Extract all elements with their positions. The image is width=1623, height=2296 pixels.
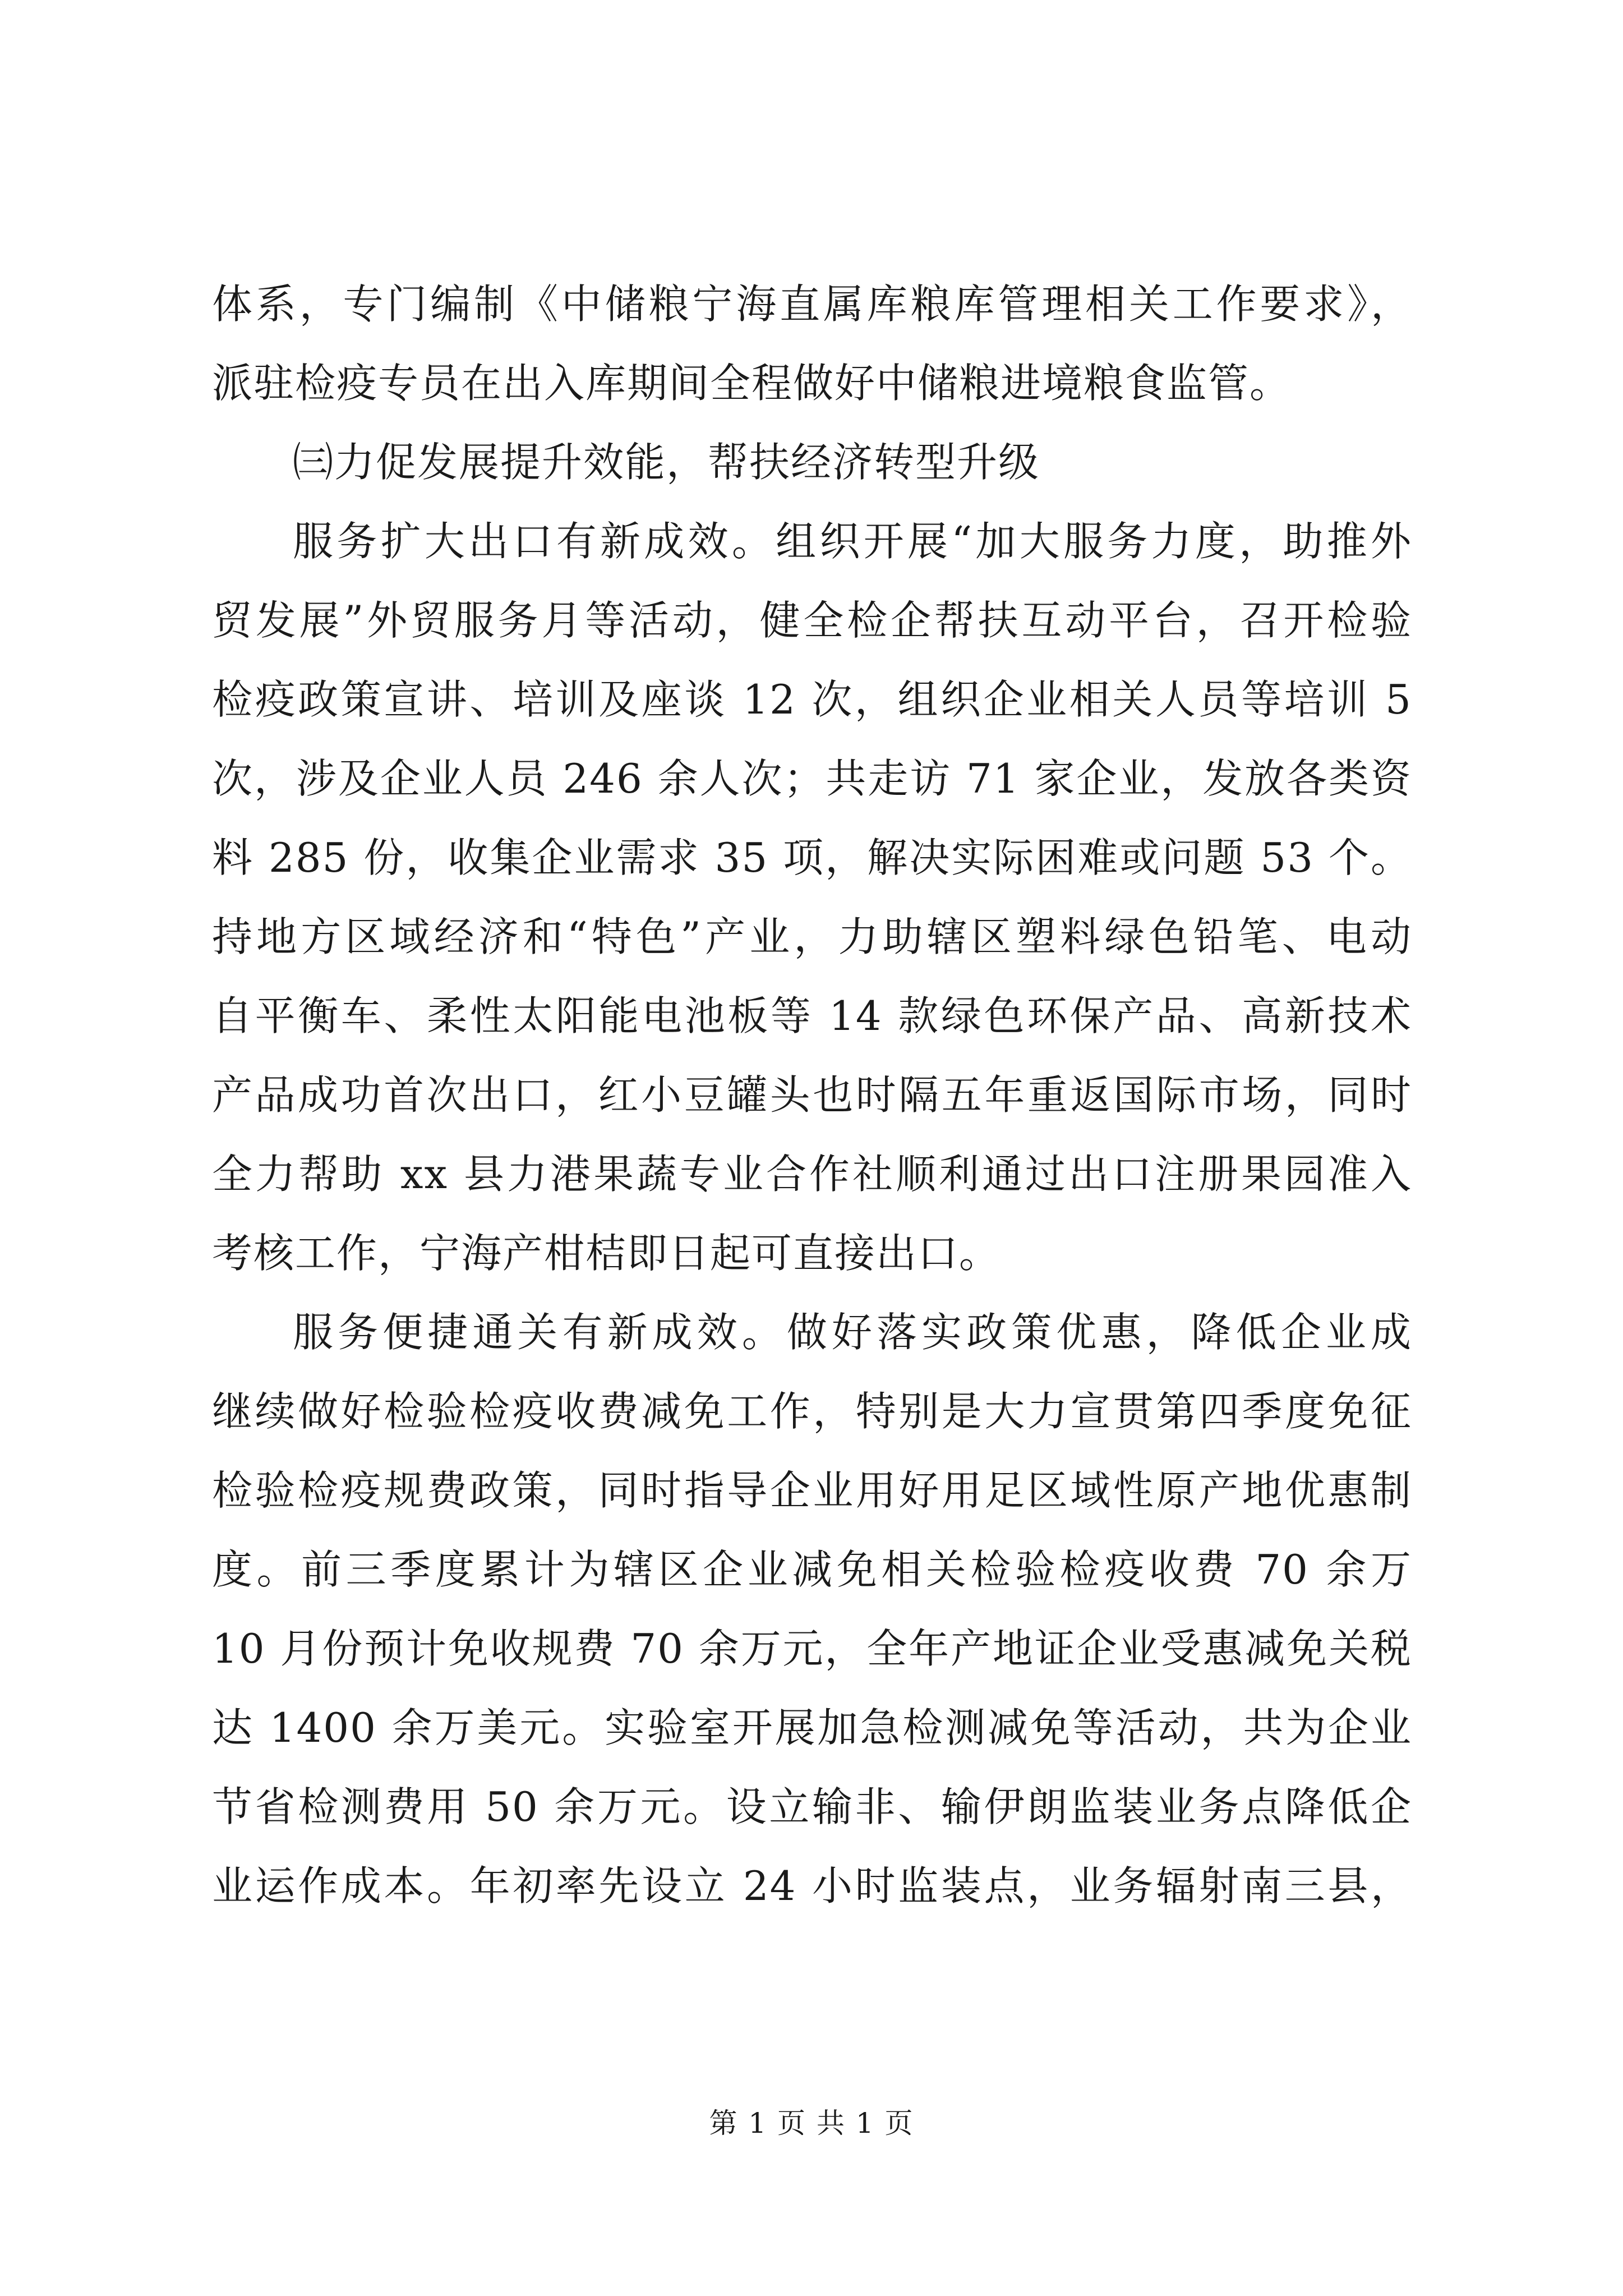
paragraph-1-line-4: 次，涉及企业人员 246 余人次；共走访 71 家企业，发放各类资 <box>212 755 1412 802</box>
paragraph-1-line-7: 自平衡车、柔性太阳能电池板等 14 款绿色环保产品、高新技术 <box>212 992 1412 1039</box>
text-line-1: 体系，专门编制《中储粮宁海直属库粮库管理相关工作要求》， <box>212 280 1412 328</box>
paragraph-2-line-8: 业运作成本。年初率先设立 24 小时监装点，业务辐射南三县， <box>212 1862 1412 1910</box>
paragraph-1-line-3: 检疫政策宣讲、培训及座谈 12 次，组织企业相关人员等培训 5 <box>212 676 1412 723</box>
paragraph-1-line-1: 服务扩大出口有新成效。组织开展“加大服务力度，助推外 <box>293 518 1412 565</box>
paragraph-2-line-6: 达 1400 余万美元。实验室开展加急检测减免等活动，共为企业 <box>212 1704 1412 1751</box>
paragraph-2-line-4: 度。前三季度累计为辖区企业减免相关检验检疫收费 70 余万 <box>212 1546 1412 1593</box>
document-body <box>212 265 1412 1926</box>
paragraph-1-line-2: 贸发展”外贸服务月等活动，健全检企帮扶互动平台，召开检验 <box>212 597 1412 644</box>
paragraph-2-line-5: 10 月份预计免收规费 70 余万元，全年产地证企业受惠减免关税 <box>212 1625 1412 1672</box>
paragraph-2-line-7: 节省检测费用 50 余万元。设立输非、输伊朗监装业务点降低企 <box>212 1783 1412 1830</box>
section-heading: ㈢力促发展提升效能，帮扶经济转型升级 <box>293 439 1040 486</box>
paragraph-2-line-3: 检验检疫规费政策，同时指导企业用好用足区域性原产地优惠制 <box>212 1467 1412 1514</box>
paragraph-1-line-6: 持地方区域经济和“特色”产业，力助辖区塑料绿色铅笔、电动 <box>212 913 1412 960</box>
page-footer: 第 1 页 共 1 页 <box>709 2107 914 2139</box>
paragraph-1-line-8: 产品成功首次出口，红小豆罐头也时隔五年重返国际市场，同时 <box>212 1071 1412 1119</box>
paragraph-1-line-9: 全力帮助 xx 县力港果蔬专业合作社顺利通过出口注册果园准入 <box>212 1151 1412 1198</box>
text-line-2: 派驻检疫专员在出入库期间全程做好中储粮进境粮食监管。 <box>212 360 1292 407</box>
paragraph-1-line-10: 考核工作，宁海产柑桔即日起可直接出口。 <box>212 1230 1001 1277</box>
paragraph-1-line-5: 料 285 份，收集企业需求 35 项，解决实际困难或问题 53 个。 <box>212 834 1412 881</box>
paragraph-2-line-2: 继续做好检验检疫收费减免工作，特别是大力宣贯第四季度免征 <box>212 1388 1412 1435</box>
paragraph-2-line-1: 服务便捷通关有新成效。做好落实政策优惠，降低企业成 <box>293 1309 1412 1356</box>
